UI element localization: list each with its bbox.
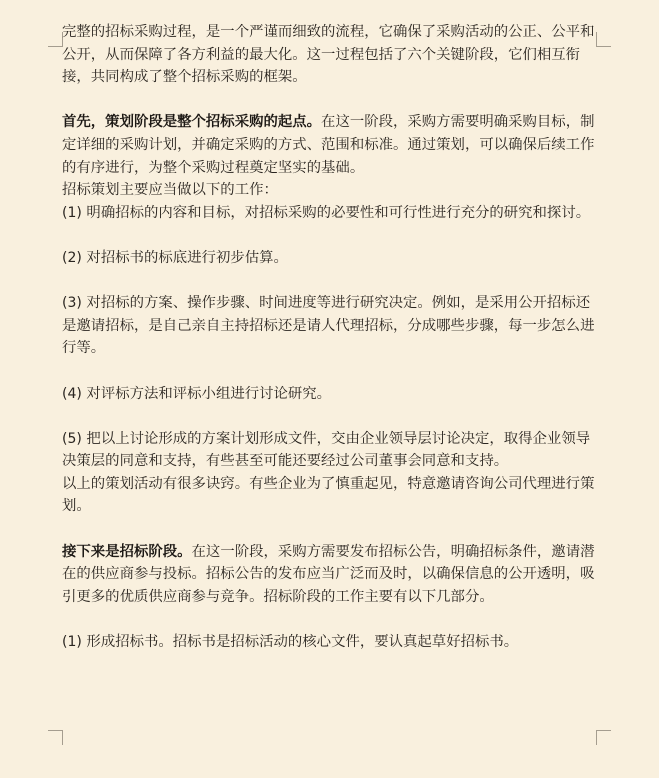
planning-closing: 以上的策划活动有很多诀窍。有些企业为了慎重起见，特意邀请咨询公司代理进行策划。 [62, 475, 595, 515]
tendering-body: 在这一阶段，采购方需要发布招标公告，明确招标条件，邀请潜在的供应商参与投标。招标公告的发布应当广泛而及时，以确保信息的公开透明，吸引更多的优质供应商参与竞争。招标阶段的工作主要有以下几部分。 [62, 543, 595, 605]
planning-item-3 [62, 292, 602, 360]
corner-mark-top-left [48, 32, 63, 47]
corner-mark-bottom-right [596, 730, 611, 745]
paragraph-gap [62, 360, 602, 383]
item-text: 把以上讨论形成的方案计划形成文件，交由企业领导层讨论决定，取得企业领导决策层的同意和支持，有些甚至可能还要经过公司董事会同意和支持。 [62, 430, 591, 470]
item-text: 对招标的方案、操作步骤、时间进度等进行研究决定。例如，是采用公开招标还是邀请招标，是自己亲自主持招标还是请人代理招标，分成哪些步骤，每一步怎么进行等。 [62, 295, 595, 357]
paragraph-gap [62, 224, 602, 247]
paragraph-gap [62, 89, 602, 112]
planning-item-1 [62, 202, 602, 225]
item-text: 对招标书的标底进行初步估算。 [86, 249, 288, 266]
planning-item-5 [62, 428, 602, 473]
item-number: (2) [62, 249, 82, 266]
planning-item-4 [62, 383, 602, 406]
planning-paragraph [62, 111, 602, 179]
planning-subhead: 招标策划主要应当做以下的工作： [62, 182, 278, 199]
item-number: (1) [62, 634, 82, 651]
planning-body: 在这一阶段，采购方需要明确采购目标，制定详细的采购计划，并确定采购的方式、范围和标准。通过策划，可以确保后续工作的有序进行，为整个采购过程奠定坚实的基础。 [62, 114, 595, 176]
paragraph-gap [62, 518, 602, 541]
item-text: 明确招标的内容和目标，对招标采购的必要性和可行性进行充分的研究和探讨。 [86, 204, 591, 221]
planning-lead: 首先，策划阶段是整个招标采购的起点。 [62, 113, 322, 131]
corner-mark-bottom-left [48, 730, 63, 745]
tendering-item-1 [62, 631, 602, 654]
planning-item-2 [62, 247, 602, 270]
item-number: (4) [62, 385, 82, 402]
paragraph-gap [62, 270, 602, 293]
paragraph-gap [62, 608, 602, 631]
item-text: 对评标方法和评标小组进行讨论研究。 [86, 385, 332, 402]
item-text: 形成招标书。招标书是招标活动的核心文件，要认真起草好招标书。 [86, 634, 519, 651]
item-number: (5) [62, 430, 82, 447]
item-number: (3) [62, 295, 82, 312]
document-body [62, 21, 602, 654]
paragraph-gap [62, 405, 602, 428]
item-number: (1) [62, 204, 82, 221]
tendering-lead: 接下来是招标阶段。 [62, 542, 192, 560]
intro-paragraph: 完整的招标采购过程，是一个严谨而细致的流程，它确保了采购活动的公正、公平和公开，从而保障了各方利益的最大化。这一过程包括了六个关键阶段，它们相互衔接，共同构成了整个招标采购的框架。 [62, 24, 595, 86]
tendering-paragraph [62, 541, 602, 609]
